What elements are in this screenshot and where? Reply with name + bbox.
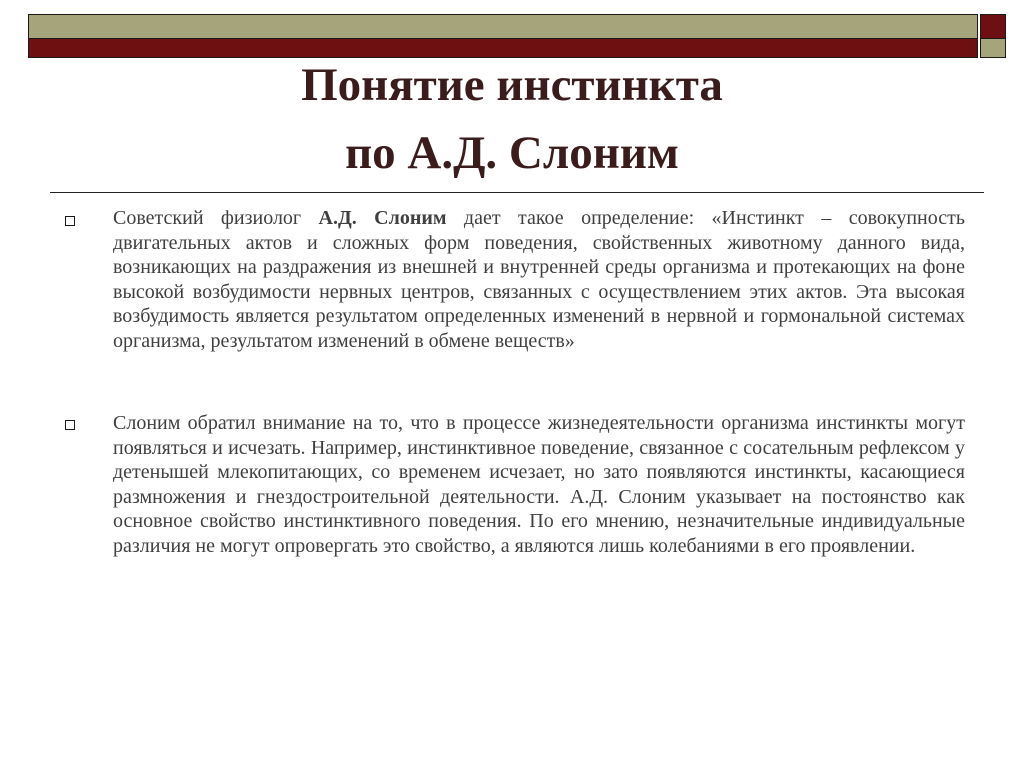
square-bullet-icon [65,420,75,430]
corner-red-square [980,14,1006,40]
header-red-bar [28,38,978,58]
bullet-paragraph-2: Слоним обратил внимание на то, что в процессе жизнедеятельности организма инстинкты могут появляться и исчезать. Например, инстинктивное поведение, связанное с сосательным рефлексом у детенышей млекопитающих, со временем исчезает, но зато появляются инстинкты, касающиеся размножения и гнездостроительной деятельности. А.Д. Слоним указывает на постоянство как основное свойство инстинктивного поведения. По его мнению, незначительные индивидуальные различия не могут опровергать это свойство, а являются лишь колебаниями в его проявлении. [113,412,965,557]
title-divider [50,192,984,193]
bullet-1-bold-name: А.Д. Слоним [318,207,447,229]
slide-title-line-1: Понятие инстинкта [301,59,723,111]
corner-olive-square [980,38,1006,58]
slide-title-line-2: по А.Д. Слоним [345,127,679,179]
header-olive-bar [28,14,978,40]
bullet-1-text-start: Советский физиолог [113,207,319,229]
bullet-1-text-rest: дает такое определение: «Инстинкт – совокупность двигательных актов и сложных форм поведения, свойственных животному данного вида, возникающих на раздражения из внешней и внутренней среды организма и протекающих на фоне высокой возбудимости нервных центров, связанных с осуществлением этих актов. Эта высокая возбудимость является результатом определенных изменений в нервной и гормональной системах организма, результатом изменений в обмене веществ» [113,207,966,352]
bullet-paragraph-1 [113,206,965,353]
square-bullet-icon [65,216,75,226]
